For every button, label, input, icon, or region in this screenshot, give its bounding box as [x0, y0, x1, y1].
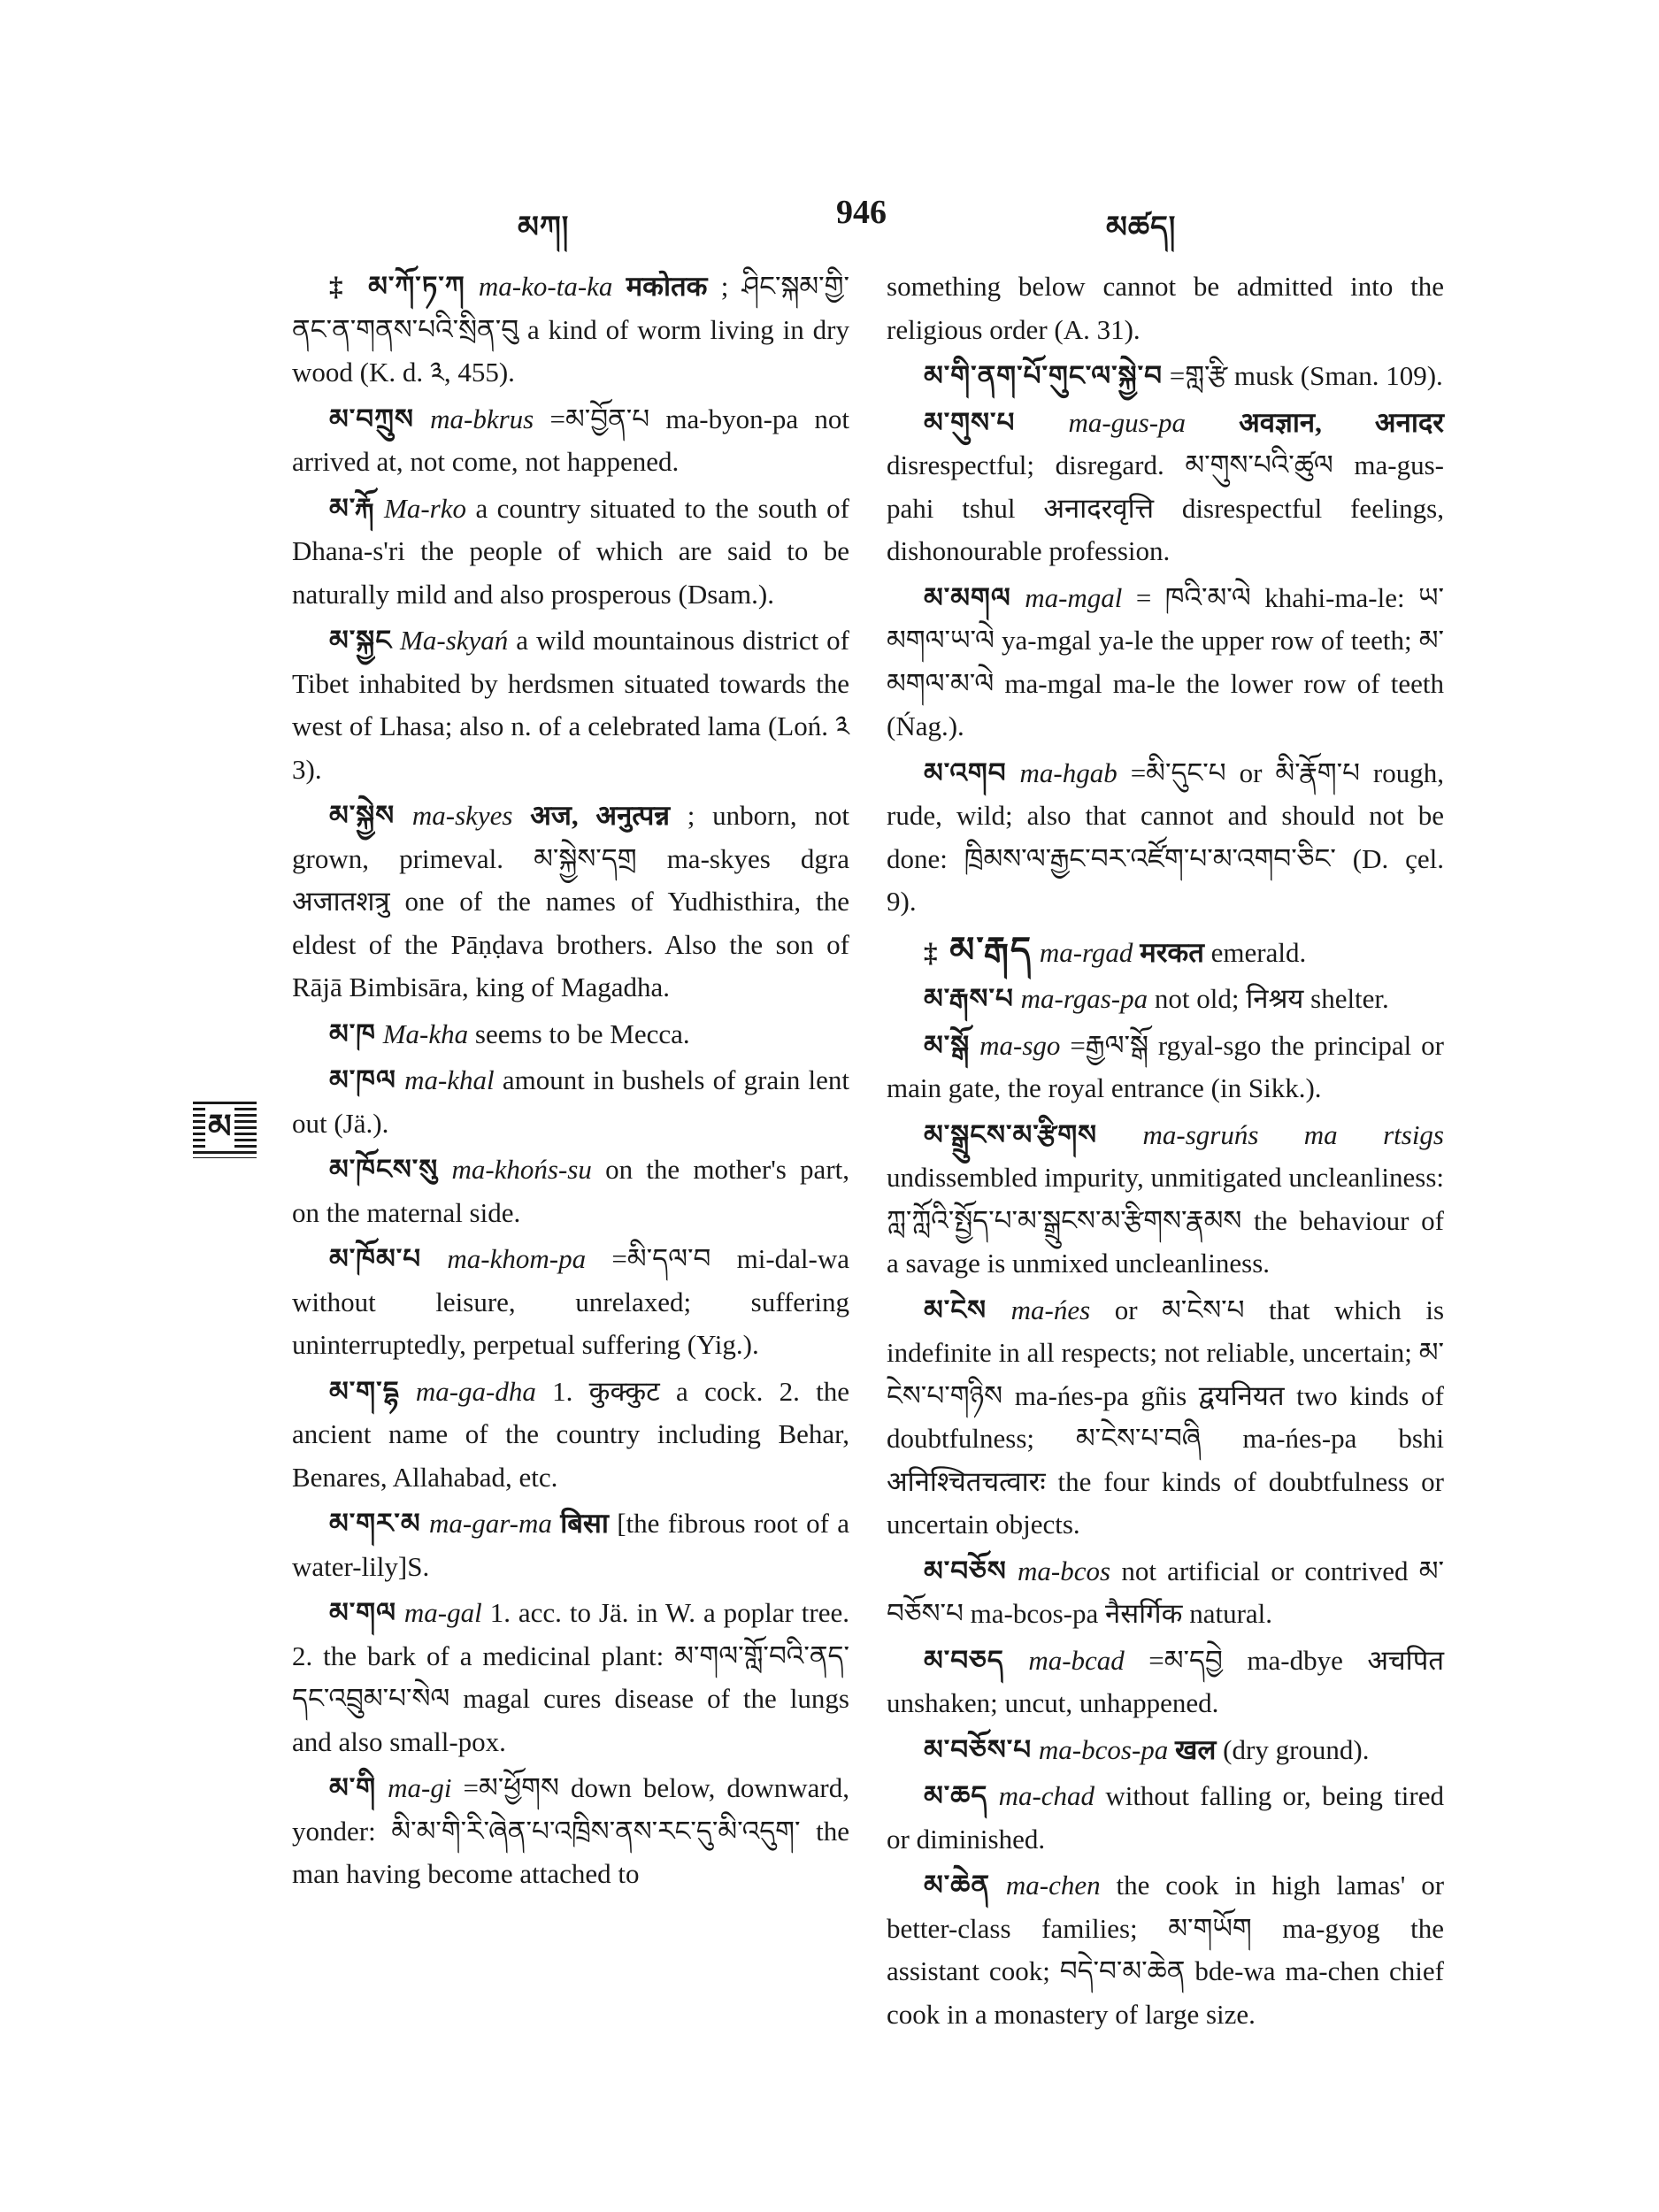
dictionary-entry — [292, 1767, 849, 1896]
entry-definition: ; ཤིང་སྐམ་གྱི་ནང་ན་གནས་པའི་སྲིན་བུ a kind of worm living in dry wood (K. d. ༣, 455). — [292, 271, 850, 388]
entry-sanskrit: मरकत — [1140, 936, 1204, 968]
entry-romanization: ma-bcos-pa — [1038, 1733, 1169, 1765]
entry-definition: the cook in high lamas' or better-class families; མ་གཡོག ma-gyog the assistant cook; བདེ་བ་མ་ཆེན bde-wa ma-chen chief cook in a monastery of large size. — [887, 1870, 1445, 2030]
entry-romanization: ma-gus-pa — [1068, 406, 1187, 438]
entry-sanskrit: मकोतक — [626, 271, 708, 302]
entry-definition: =རྒྱལ་སྒོ rgyal-sgo the principal or main gate, the royal entrance (in Sikk.). — [887, 1029, 1445, 1103]
entry-romanization: ma-gar-ma — [429, 1508, 552, 1539]
entry-headword-tibetan: མ་འགབ — [924, 757, 1007, 788]
entry-sanskrit: खल — [1175, 1733, 1217, 1765]
entry-romanization: ma-chen — [1005, 1870, 1101, 1901]
entry-definition: something below cannot be admitted into the religious order (A. 31). — [887, 271, 1444, 345]
entry-definition: 1. कुक्कुट a cock. 2. the ancient name of the country including Behar, Benares, Allahabad, etc. — [292, 1375, 849, 1493]
entry-sanskrit: अज, अनुत्पन्न — [530, 800, 670, 831]
dictionary-entry — [887, 402, 1444, 573]
entry-romanization: ma-sgruńs ma rtsigs — [1142, 1118, 1444, 1150]
entry-headword-tibetan: མ་ཁོམ་པ — [329, 1243, 422, 1274]
entry-headword-tibetan: མ་བཀྲུས — [329, 403, 414, 434]
entry-definition: 1. acc. to Jä. in W. a poplar tree. 2. the bark of a medicinal plant: མ་གལ་གློ་བའི་ནད་དང་འབྲུམ་པ་སེལ magal cures disease of the lungs and also small-pox. — [292, 1597, 850, 1757]
entry-definition: =མི་དུང་པ or མི་རྣོག་པ rough, rude, wild; also that cannot and should not be done: ཁྲིམས་ལ་རྒྱང་བར་འཛོག་པ་མ་འགབ་ཅིང་ (D. çel. 9). — [887, 757, 1445, 917]
entry-romanization: ma-ga-dha — [415, 1375, 536, 1407]
entry-romanization: ma-gal — [403, 1597, 482, 1628]
entry-romanization: ma-khońs-su — [451, 1154, 592, 1185]
dictionary-entry — [887, 1729, 1444, 1772]
entry-romanization: ma-rgas-pa — [1020, 983, 1148, 1014]
entry-romanization: Ma-rko — [384, 492, 466, 524]
entry-definition: disrespectful; disregard. མ་གུས་པའི་ཚུལ ma-gus-pahi tshul अनादरवृत्ति disrespectful feelings, dishonourable profession. — [887, 449, 1444, 566]
entry-definition: without falling or, being tired or diminished. — [887, 1780, 1445, 1855]
entry-headword-tibetan: མ་སྒོ — [924, 1029, 971, 1061]
dictionary-entry — [887, 265, 1444, 351]
entry-romanization: ma-khal — [404, 1064, 495, 1095]
entry-sanskrit: अवज्ञान, अनादर — [1239, 406, 1444, 438]
page-number: 946 — [836, 194, 887, 231]
entry-dagger: ‡ — [329, 271, 349, 302]
entry-headword-tibetan: མ་ཆེན — [924, 1870, 991, 1901]
entry-romanization: ma-gi — [388, 1772, 452, 1803]
entry-definition: ; unborn, not grown, primeval. མ་སྐྱེས་དགྲ ma-skyes dgra अजातशत्रु one of the names of Yudhisthira, the eldest of the Pāṇḍava brothers. Also the son of Rājā Bimbisāra, king of Magadha. — [292, 800, 849, 1002]
dictionary-entry — [292, 1592, 849, 1763]
entry-romanization: ma-mgal — [1025, 581, 1123, 613]
dictionary-entry — [887, 752, 1444, 924]
entry-headword-tibetan: མ་གུས་པ — [924, 406, 1016, 438]
margin-letter-marker — [193, 1102, 257, 1158]
entry-headword-tibetan: མ་བཅད — [924, 1644, 1004, 1676]
entry-romanization: ma-bcad — [1028, 1644, 1125, 1676]
entry-headword-tibetan: མ་གི་ནག་པོ་གུང་ལ་སྐྱེ་བ — [924, 360, 1163, 391]
dictionary-entry — [292, 1502, 849, 1588]
dictionary-entry — [292, 398, 849, 484]
entry-headword-tibetan: མ་ཁལ — [329, 1064, 396, 1095]
dictionary-entry — [887, 1775, 1444, 1861]
entry-headword-tibetan: མ་རྒས་པ — [924, 983, 1014, 1014]
entry-romanization: ma-skyes — [411, 800, 513, 831]
dictionary-entry — [292, 795, 849, 1010]
entry-headword-tibetan: མ་བཅོས་པ — [924, 1733, 1033, 1765]
dictionary-entry — [292, 265, 849, 395]
dictionary-entry — [292, 619, 849, 791]
entry-definition: =གླ་རྩི musk (Sman. 109). — [1169, 360, 1443, 391]
entry-headword-tibetan: མ་ག་དྷ — [329, 1375, 400, 1407]
dictionary-entry — [292, 1238, 849, 1367]
entry-romanization: Ma-kha — [382, 1018, 469, 1049]
entry-definition: or མ་ངེས་པ that which is indefinite in all respects; not reliable, uncertain; མ་ངེས་པ་གཉིས ma-ńes-pa gñis द्वयनियत two kinds of doubtfulness; མ་ངེས་པ་བཞི ma-ńes-pa bshi अनिश्चितचत्वारः the four kinds of doubtfulness or uncertain objects. — [887, 1294, 1445, 1540]
entry-definition: =མ་ཕྱོགས down below, downward, yonder: མི་མ་གི་རི་ཞེན་པ་འཁྲིས་ནས་རང་དུ་མི་འདུག་ the man having become attached to — [292, 1772, 850, 1889]
header-right-guide-word: མཚད། — [1106, 211, 1177, 244]
entry-dagger: ‡ — [924, 936, 938, 968]
dictionary-entry — [292, 1148, 849, 1234]
entry-romanization: ma-sgo — [979, 1029, 1061, 1061]
entry-headword-tibetan: མ་སྐྱེས — [329, 800, 396, 831]
page-header — [0, 193, 1659, 246]
entry-definition: (dry ground). — [1223, 1733, 1370, 1765]
entry-headword-tibetan: མ་ཁོངས་སུ — [329, 1154, 439, 1185]
entry-romanization: ma-ńes — [1010, 1294, 1091, 1325]
entry-definition: a wild mountainous district of Tibet inhabited by herdsmen situated towards the west of Lhasa; also n. of a celebrated lama (Loń. ༣ 3). — [292, 625, 849, 785]
entry-definition: on the mother's part, on the maternal side. — [292, 1154, 849, 1228]
entry-headword-tibetan: མ་སྐྱང — [329, 625, 393, 656]
entry-headword-tibetan: མ་ཆད — [924, 1780, 988, 1811]
dictionary-entry — [887, 929, 1444, 975]
entry-definition: undissembled impurity, unmitigated uncleanliness: ཀླ་ཀློའི་སྤྱོད་པ་མ་སྒྲུངས་མ་རྩིགས་རྣམས the behaviour of a savage is unmixed uncleanliness. — [887, 1162, 1444, 1279]
header-left-guide-word: མཀ། — [518, 211, 570, 244]
dictionary-entry — [887, 1114, 1444, 1286]
dictionary-entry — [887, 355, 1444, 398]
entry-headword-tibetan: མ་སྒྲུངས་མ་རྩིགས — [924, 1118, 1098, 1150]
entry-headword-tibetan: མ་གར་མ — [329, 1508, 421, 1539]
entry-definition: [the fibrous root of a water-lily]S. — [292, 1508, 849, 1582]
dictionary-entry — [887, 577, 1444, 749]
entry-definition: seems to be Mecca. — [474, 1018, 690, 1049]
entry-definition: emerald. — [1210, 936, 1307, 968]
entry-headword-tibetan: མ་མགལ — [924, 581, 1011, 613]
entry-definition: =མི་དལ་བ mi-dal-wa without leisure, unrelaxed; suffering uninterruptedly, perpetual suffering (Yig.). — [292, 1243, 850, 1360]
dictionary-entry — [292, 1013, 849, 1056]
dictionary-entry — [887, 978, 1444, 1021]
entry-romanization: ma-rgad — [1039, 936, 1133, 968]
entry-headword-tibetan: མ་གི — [329, 1772, 377, 1803]
entry-definition: not old; निश्रय shelter. — [1154, 983, 1389, 1014]
dictionary-entry — [887, 1864, 1444, 2036]
entry-definition: amount in bushels of grain lent out (Jä.). — [292, 1064, 850, 1139]
entry-romanization: ma-bkrus — [430, 403, 534, 434]
entry-romanization: ma-khom-pa — [447, 1243, 587, 1274]
entry-headword-tibetan: མ་རྐོ — [329, 492, 375, 524]
dictionary-entry — [887, 1550, 1444, 1636]
entry-definition: a country situated to the south of Dhana-s'ri the people of which are said to be naturally mild and also prosperous (Dsam.). — [292, 492, 849, 610]
dictionary-entry — [887, 1025, 1444, 1110]
entry-headword-tibetan: མ་གལ — [329, 1597, 396, 1628]
dictionary-entry — [887, 1640, 1444, 1725]
entry-romanization: ma-bcos — [1018, 1555, 1111, 1586]
entry-headword-tibetan: མ་ཁ — [329, 1018, 376, 1049]
entry-definition: = ཁའི་མ་ལེ khahi-ma-le: ཡ་མགལ་ཡ་ལེ ya-mgal ya-le the upper row of teeth; མ་མགལ་མ་ལེ ma-mgal ma-le the lower row of teeth (Ńag.). — [887, 581, 1445, 741]
entry-definition: =མ་དབྱེ ma-dbye अचपित unshaken; uncut, unhappened. — [887, 1644, 1444, 1718]
entry-romanization: ma-hgab — [1019, 757, 1118, 788]
entry-definition: =མ་བྱོན་པ ma-byon-pa not arrived at, not come, not happened. — [292, 403, 850, 477]
dictionary-entry — [292, 1371, 849, 1500]
dictionary-entry — [887, 1289, 1444, 1547]
entry-headword-tibetan: མ་ཀོ་ཏ་ཀ — [368, 271, 465, 302]
margin-letter: མ — [205, 1107, 234, 1148]
entry-headword-tibetan: མ་ངེས — [924, 1294, 987, 1325]
right-column — [887, 265, 1444, 2039]
entry-romanization: Ma-skyań — [400, 625, 509, 656]
left-column — [292, 265, 849, 1900]
dictionary-entry — [292, 488, 849, 617]
entry-sanskrit: बिसा — [560, 1508, 609, 1539]
entry-headword-tibetan: མ་བཅོས — [924, 1555, 1007, 1586]
dictionary-entry — [292, 1059, 849, 1145]
entry-definition: not artificial or contrived མ་བཅོས་པ ma-bcos-pa नैसर्गिक natural. — [887, 1555, 1445, 1629]
entry-headword-tibetan: མ་རྒད — [949, 929, 1033, 970]
entry-romanization: ma-ko-ta-ka — [478, 271, 613, 302]
entry-romanization: ma-chad — [998, 1780, 1095, 1811]
